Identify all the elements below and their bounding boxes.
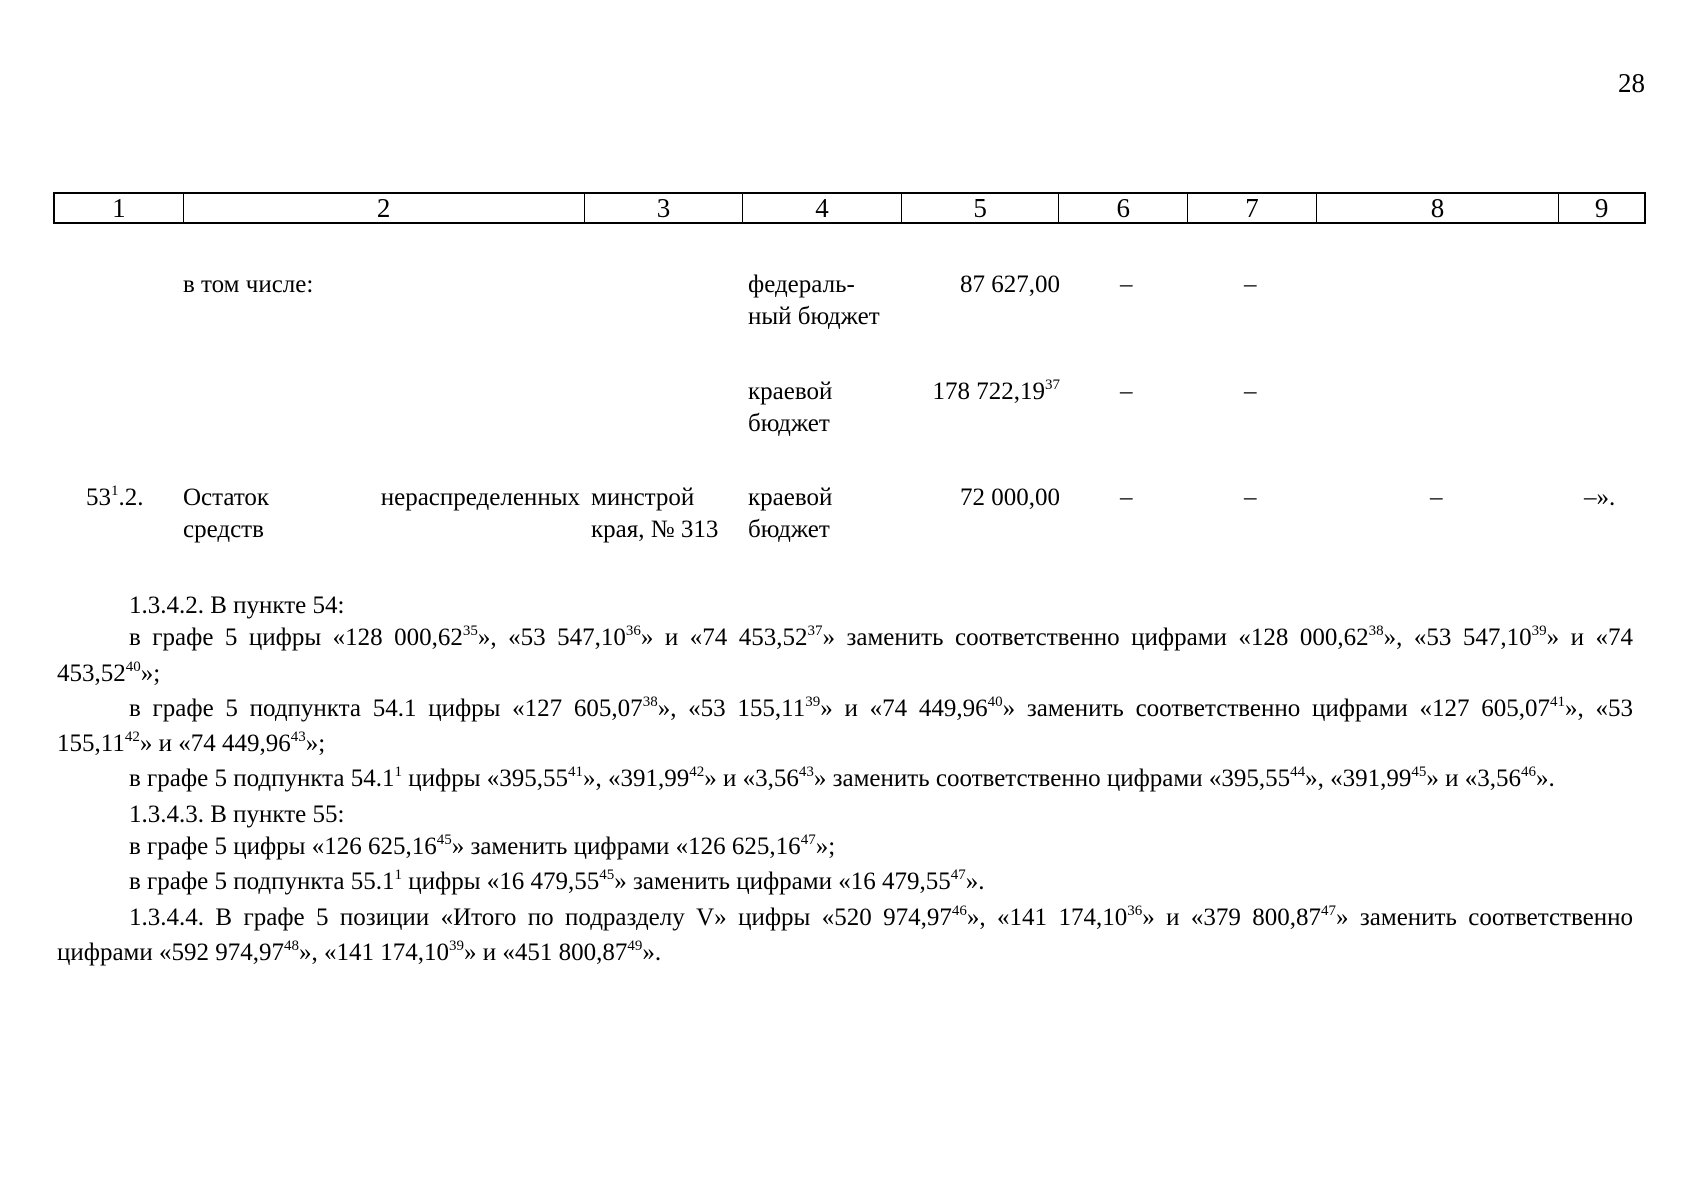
text-segment: » и «74 449,96 [820, 694, 988, 722]
footnote-ref: 40 [125, 658, 141, 675]
footnote-ref: 35 [462, 623, 478, 640]
footnote-ref: 46 [951, 902, 967, 919]
row-number-main: 53 [86, 484, 111, 511]
row-number-sup: 1 [111, 483, 119, 499]
col6-federal: – [1120, 271, 1133, 298]
paragraph-1-3-4-4 [57, 902, 1633, 973]
text-segment: 1.3.4.4. В графе 5 позиции «Итого по подразделу V» цифры «520 974,97 [129, 903, 952, 931]
paragraph-55-1-1-col5 [57, 866, 1633, 901]
text-segment: цифры «16 479,55 [401, 868, 600, 896]
footnote-ref: 39 [449, 937, 465, 954]
col7-federal: – [1244, 271, 1257, 298]
col7-regional: – [1244, 378, 1257, 405]
text-segment: в графе 5 подпункта 54.1 цифры «127 605,07 [129, 694, 643, 722]
footnote-ref: 41 [568, 764, 583, 781]
footnote-ref: 45 [436, 832, 452, 849]
column-number-6: 6 [1059, 194, 1188, 222]
text-segment: » и «3,56 [1426, 765, 1521, 793]
footnote-ref: 41 [1550, 693, 1566, 710]
text-segment: » заменить соответственно цифрами «127 605,07 [1002, 694, 1551, 722]
text-segment: » и «74 453,52 [57, 624, 1634, 687]
col9: –». [1584, 484, 1616, 511]
column-number-4: 4 [743, 194, 902, 222]
paragraph-55-col5 [57, 831, 1633, 866]
amount-regional-footnote: 37 [1045, 377, 1060, 393]
text-segment: », «53 155,11 [657, 694, 806, 722]
text-segment: »; [140, 659, 161, 687]
paragraph-1-3-4-3: 1.3.4.3. В пункте 55: [129, 800, 345, 828]
footnote-ref: 37 [807, 623, 823, 640]
footnote-ref: 43 [290, 729, 306, 746]
text-segment: », «141 174,10 [299, 938, 450, 966]
executor-line2: края, № 313 [591, 516, 719, 543]
column-number-5: 5 [902, 194, 1060, 222]
footnote-ref: 45 [1411, 764, 1427, 781]
footnote-ref: 44 [1290, 764, 1306, 781]
text-segment: » заменить соответственно цифрами «395,55 [813, 765, 1291, 793]
text-segment: » и «451 800,87 [464, 938, 628, 966]
footnote-ref: 38 [1368, 623, 1384, 640]
text-segment: » и «3,56 [704, 765, 799, 793]
col8: – [1430, 484, 1443, 511]
text-segment: в графе 5 цифры «126 625,16 [129, 833, 437, 861]
footnote-ref: 47 [800, 832, 816, 849]
text-segment: ». [642, 938, 662, 966]
text-segment: ». [965, 868, 985, 896]
footnote-ref: 49 [627, 937, 643, 954]
text-segment: » и «379 800,87 [1142, 903, 1322, 931]
paragraph-1-3-4-2: 1.3.4.2. В пункте 54: [129, 592, 345, 619]
text-segment: », «391,99 [583, 765, 690, 793]
budget-regional-line1: краевой [748, 378, 833, 405]
row-name-word2: нераспределенных [380, 484, 580, 511]
amendment-text [57, 590, 1633, 972]
footnote-ref: 42 [124, 729, 140, 746]
text-segment: » заменить соответственно цифрами «128 000,62 [822, 624, 1369, 652]
text-segment: », «53 155,11 [57, 694, 1634, 758]
footnote-ref: 39 [805, 693, 821, 710]
text-segment: в графе 5 подпункта 54.1 [129, 765, 395, 793]
footnote-ref: 36 [1127, 902, 1143, 919]
row-name-word1: Остаток [183, 484, 270, 511]
footnote-ref: 47 [1321, 902, 1337, 919]
budget-federal-line2: ный бюджет [748, 303, 880, 330]
footnote-ref: 48 [284, 937, 300, 954]
text-segment: »; [305, 730, 326, 758]
row-name-line2: средств [183, 516, 264, 543]
footnote-ref: 43 [798, 764, 814, 781]
column-number-8: 8 [1317, 194, 1559, 222]
text-segment: » и «74 453,52 [640, 624, 808, 652]
col6-regional: – [1120, 378, 1133, 405]
text-segment: цифры «395,55 [401, 765, 568, 793]
amount-federal: 87 627,00 [960, 271, 1060, 298]
footnote-ref: 39 [1531, 623, 1547, 640]
column-number-3: 3 [585, 194, 744, 222]
footnote-ref: 1 [394, 764, 402, 781]
budget-line1: краевой [748, 484, 833, 511]
budget-regional-line2: бюджет [748, 410, 830, 437]
text-segment: »; [815, 833, 836, 861]
text-segment: » заменить цифрами «16 479,55 [614, 868, 951, 896]
paragraph-54-col5 [57, 622, 1633, 693]
footnote-ref: 40 [987, 693, 1003, 710]
amount-regional [933, 376, 1061, 411]
including-label: в том числе: [183, 271, 314, 298]
text-segment: » и «74 449,96 [139, 730, 291, 758]
footnote-ref: 45 [599, 867, 615, 884]
text-segment: », «53 547,10 [477, 624, 626, 652]
footnote-ref: 46 [1520, 764, 1536, 781]
text-segment: », «53 547,10 [1383, 624, 1532, 652]
amount: 72 000,00 [960, 484, 1060, 511]
row-number-suffix: .2. [118, 484, 144, 511]
footnote-ref: 38 [642, 693, 658, 710]
executor-line1: минстрой [591, 484, 695, 511]
text-segment: в графе 5 подпункта 55.1 [129, 868, 395, 896]
budget-line2: бюджет [748, 516, 830, 543]
text-segment: » заменить соответственно цифрами «592 974,97 [57, 903, 1633, 966]
footnote-ref: 1 [394, 867, 402, 884]
footnote-ref: 42 [689, 764, 705, 781]
budget-federal-line1: федераль- [748, 271, 855, 298]
text-segment: в графе 5 цифры «128 000,62 [129, 624, 463, 652]
column-number-1: 1 [55, 194, 184, 222]
page-number: 28 [1618, 68, 1645, 98]
column-number-7: 7 [1188, 194, 1317, 222]
footnote-ref: 47 [950, 867, 966, 884]
col7: – [1244, 484, 1257, 511]
col6: – [1120, 484, 1133, 511]
text-segment: ». [1535, 765, 1555, 793]
table-header-row [53, 192, 1646, 224]
text-segment: », «141 174,10 [966, 903, 1128, 931]
footnote-ref: 36 [625, 623, 641, 640]
text-segment: » заменить цифрами «126 625,16 [451, 833, 801, 861]
paragraph-54-1-col5 [57, 693, 1633, 764]
paragraph-54-1-1-col5 [57, 763, 1633, 798]
text-segment: », «391,99 [1305, 765, 1412, 793]
row-number [86, 482, 144, 517]
column-number-2: 2 [184, 194, 585, 222]
column-number-9: 9 [1594, 193, 1609, 223]
amount-regional-value: 178 722,19 [932, 378, 1045, 405]
